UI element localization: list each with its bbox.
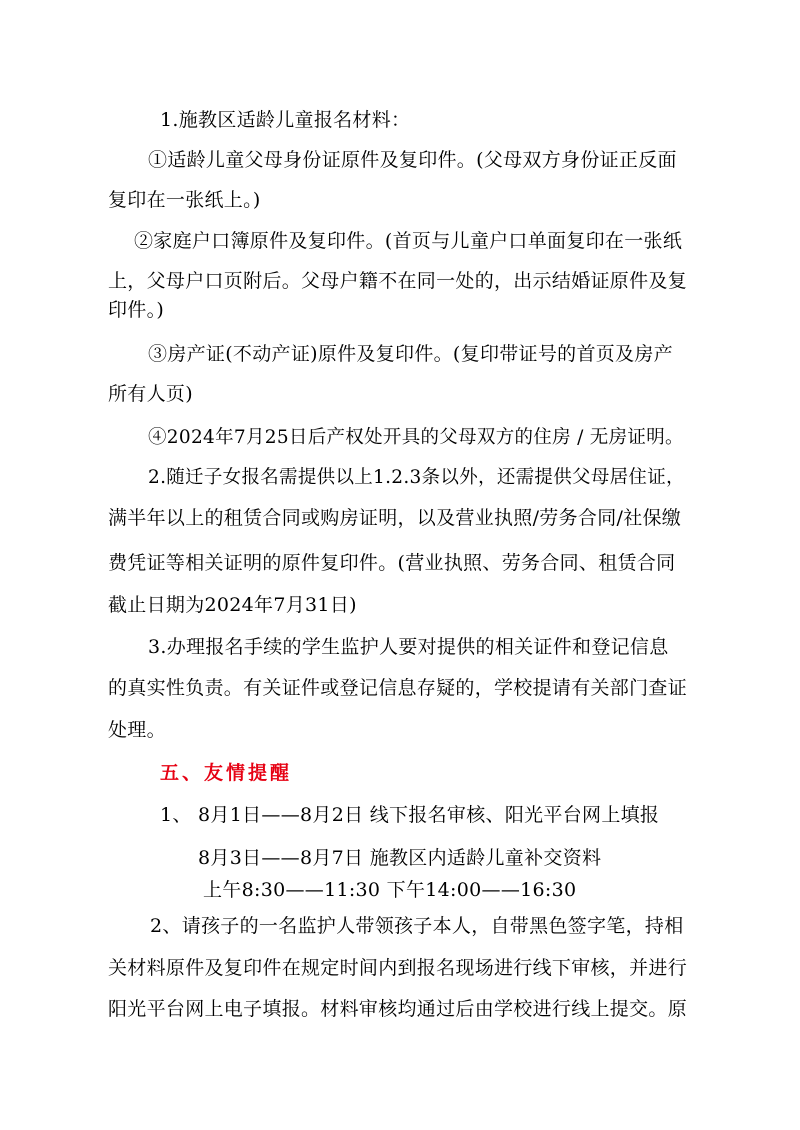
schedule-line-2: 8月3日——8月7日 施教区内适龄儿童补交资料 [198,847,602,869]
migrant-children-line-1: 2.随迁子女报名需提供以上1.2.3条以外，还需提供父母居住证， [148,467,685,488]
migrant-children-line-3: 费凭证等相关证明的原件复印件。(营业执照、劳务合同、租赁合同 [108,552,676,574]
schedule-hours: 上午8:30——11:30 下午14:00——16:30 [203,879,577,901]
section-five-heading: 五、友情提醒 [160,762,293,784]
materials-heading: 1.施教区适龄儿童报名材料： [160,109,411,131]
guardian-line-2: 的真实性负责。有关证件或登记信息存疑的，学校提请有关部门查证 [108,677,688,699]
reminder-2-line-1: 2、请孩子的一名监护人带领孩子本人，自带黑色签字笔，持相 [150,915,684,937]
item-1-line-2: 复印在一张纸上。) [108,189,261,211]
guardian-line-1: 3.办理报名手续的学生监护人要对提供的相关证件和登记信息 [148,636,669,658]
item-2-line-3: 印件。) [108,299,165,321]
guardian-line-3: 处理。 [108,719,166,741]
item-3-line-1: ③房产证(不动产证)原件及复印件。(复印带证号的首页及房产 [148,343,673,365]
migrant-children-line-2: 满半年以上的租赁合同或购房证明，以及营业执照/劳务合同/社保缴 [108,507,682,529]
schedule-line-1: 1、 8月1日——8月2日 线下报名审核、阳光平台网上填报 [160,804,660,826]
migrant-children-line-4: 截止日期为2024年7月31日) [108,594,357,616]
item-3-line-2: 所有人页) [108,383,193,405]
reminder-2-line-3: 阳光平台网上电子填报。材料审核均通过后由学校进行线上提交。原 [108,998,688,1020]
item-2-line-1: ②家庭户口簿原件及复印件。(首页与儿童户口单面复印在一张纸 [134,230,683,252]
item-4-line-1: ④2024年7月25日后产权处开具的父母双方的住房 / 无房证明。 [148,427,684,448]
item-1-line-1: ①适龄儿童父母身份证原件及复印件。(父母双方身份证正反面 [148,149,677,171]
reminder-2-line-2: 关材料原件及复印件在规定时间内到报名现场进行线下审核，并进行 [108,957,688,979]
item-2-line-2: 上，父母户口页附后。父母户籍不在同一处的，出示结婚证原件及复 [108,270,688,292]
